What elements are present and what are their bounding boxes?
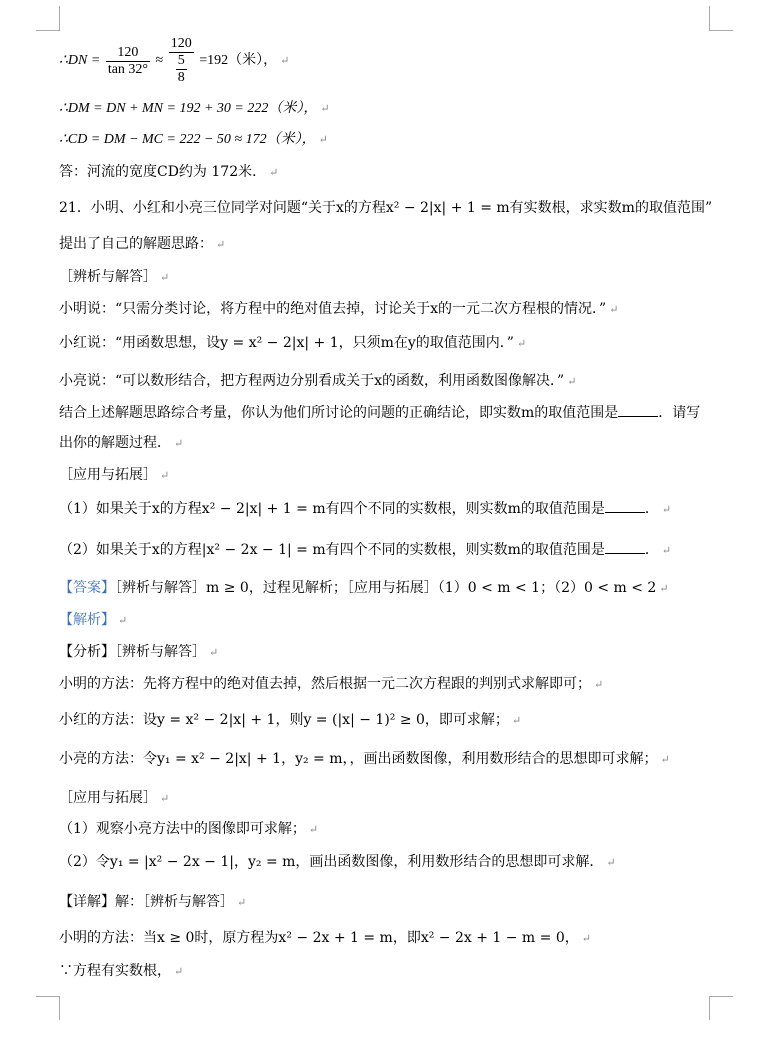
paragraph-mark: ↵: [511, 714, 522, 727]
fenxi-ming-text: 小明的方法：先将方程中的绝对值去掉，然后根据一元二次方程跟的判别式求解即可；: [59, 676, 591, 692]
part-1-text: （1）如果关于x的方程x² − 2|x| + 1 = m有四个不同的实数根，则实数m的取值范围是: [59, 501, 605, 517]
paragraph-mark: ↵: [594, 678, 604, 691]
xiaohong-text: 小红说：“用函数思想，设y = x² − 2|x| + 1，只须m在y的取值范围内．”: [59, 335, 514, 351]
section-yingyong-2: [59, 789, 169, 808]
dn-approx-sign: ≈: [155, 53, 164, 68]
paragraph-mark: ↵: [661, 544, 672, 557]
paragraph-mark: ↵: [174, 965, 184, 978]
section-bianxi: [59, 268, 169, 287]
part-2-end: ．: [644, 542, 659, 558]
paragraph-mark: ↵: [118, 614, 128, 627]
cd-text: ∴CD = DM − MC = 222 − 50 ≈ 172（米），: [59, 132, 316, 147]
xiaoliang-text: 小亮说：“可以数形结合，把方程两边分别看成关于x的函数，利用函数图像解决．”: [59, 373, 565, 389]
section-bianxi-heading: ［辨析与解答］: [59, 269, 157, 285]
combine-text-end: ．请写: [658, 405, 701, 421]
combine-line-2: [59, 434, 183, 453]
fenxi-hong-text: 小红的方法：设y = x² − 2|x| + 1，则y = (|x| − 1)² ≥ 0，即可求解；: [59, 712, 509, 728]
jiexi-label: 【解析】: [59, 612, 115, 628]
section-yingyong: [59, 466, 169, 485]
paragraph-mark: ↵: [237, 896, 247, 909]
fenxi-heading: 【分析】［辨析与解答］: [59, 644, 206, 660]
paragraph-mark: ↵: [660, 753, 670, 766]
answer-blank[interactable]: [605, 541, 645, 554]
dn-inner-numerator: 5: [177, 53, 185, 68]
xiangjie-heading: 【详解】解：［辨析与解答］: [59, 894, 234, 910]
xiaoming-line: [59, 300, 618, 319]
answer-text: 答：河流的宽度CD约为 172米．: [59, 164, 267, 180]
answer-summary-text: ［辨析与解答］m ≥ 0，过程见解析；［应用与拓展］（1）0 < m < 1；（2）0 < m < 2: [115, 580, 657, 596]
combine-text: 结合上述解题思路综合考量，你认为他们所讨论的问题的正确结论，即实数m的取值范围是: [59, 405, 619, 421]
paragraph-mark: ↵: [581, 932, 591, 945]
xiaoming-text: 小明说：“只需分类讨论，将方程中的绝对值去掉，讨论关于x的一元二次方程根的情况．”: [59, 301, 607, 317]
dm-text: ∴DM = DN + MN = 192 + 30 = 222（米），: [59, 101, 318, 116]
part-1-end: ．: [644, 501, 659, 517]
question-21-text: 21．小明、小红和小亮三位同学对问题“关于x的方程x² − 2|x| + 1 = m有实数根，求实数m的取值范围”: [59, 200, 713, 216]
xiangjie-ming-line: [59, 929, 591, 948]
question-21-line-1: [59, 199, 712, 217]
dn-fraction-1-denominator: tan 32°: [107, 61, 149, 77]
xiaohong-line: [59, 334, 526, 353]
dn-fraction-1-numerator: 120: [106, 45, 150, 62]
paragraph-mark: ↵: [160, 271, 170, 284]
fenxi-1-line: [59, 820, 318, 839]
dn-fraction-2: [169, 36, 194, 86]
dn-fraction-1: [106, 45, 150, 78]
question-21-line-2: [59, 235, 225, 254]
answer-line: [59, 163, 278, 182]
paragraph-mark: ↵: [160, 792, 170, 805]
dn-fraction-2-numerator: 120: [170, 36, 192, 51]
part-1-line: [59, 500, 671, 519]
fenxi-line: [59, 643, 218, 662]
dn-inner-denominator: 8: [177, 70, 185, 85]
paragraph-mark: ↵: [280, 55, 290, 67]
paragraph-mark: ↵: [308, 823, 319, 836]
paragraph-mark: ↵: [318, 134, 328, 146]
dn-result: =192（米），: [199, 53, 278, 68]
since-line: [59, 962, 183, 981]
paragraph-mark: ↵: [160, 469, 170, 482]
combine-continuation: 出你的解题过程．: [59, 435, 171, 451]
xiangjie-ming-text: 小明的方法：当x ≥ 0时，原方程为x² − 2x + 1 = m，即x² − 2x + 1 − m = 0，: [59, 930, 579, 946]
paragraph-mark: ↵: [606, 856, 616, 869]
combine-line-1: [59, 404, 700, 422]
section-yingyong-heading: ［应用与拓展］: [59, 467, 157, 483]
dn-prefix: ∴DN =: [59, 53, 101, 68]
since-text: ∵方程有实数根，: [59, 963, 171, 979]
answer-summary-line: [59, 579, 669, 598]
paragraph-mark: ↵: [174, 437, 184, 450]
cd-equation: [59, 131, 328, 149]
part-2-line: [59, 541, 671, 560]
paragraph-mark: ↵: [269, 166, 279, 179]
paragraph-mark: ↵: [320, 103, 330, 115]
answer-label: 【答案】: [59, 580, 115, 596]
section-yingyong-2-heading: ［应用与拓展］: [59, 790, 157, 806]
fenxi-2-line: [59, 853, 616, 872]
paragraph-mark: ↵: [567, 375, 577, 388]
fenxi-ming-line: [59, 675, 603, 694]
answer-blank[interactable]: [605, 500, 645, 513]
fenxi-liang-text: 小亮的方法：令y₁ = x² − 2|x| + 1，y₂ = m，，画出函数图像，利用数形结合的思想即可求解；: [59, 751, 658, 767]
paragraph-mark: ↵: [516, 337, 527, 350]
dm-equation: [59, 100, 330, 118]
dn-fraction-2-denominator: [169, 53, 194, 86]
xiaoliang-line: [59, 372, 576, 391]
paragraph-mark: ↵: [216, 238, 226, 251]
part-2-text: （2）如果关于x的方程|x² − 2x − 1| = m有四个不同的实数根，则实数m的取值范围是: [59, 542, 605, 558]
dn-equation: [59, 36, 289, 86]
fenxi-1-text: （1）观察小亮方法中的图像即可求解；: [59, 821, 306, 837]
fenxi-hong-line: [59, 711, 521, 730]
xiangjie-line: [59, 893, 246, 912]
paragraph-mark: ↵: [209, 646, 219, 659]
paragraph-mark: ↵: [659, 582, 669, 595]
question-21-continuation: 提出了自己的解题思路：: [59, 236, 213, 252]
jiexi-line: [59, 611, 127, 630]
fenxi-2-text: （2）令y₁ = |x² − 2x − 1|，y₂ = m，画出函数图像，利用数形结合的思想即可求解．: [59, 854, 604, 870]
paragraph-mark: ↵: [661, 503, 672, 516]
paragraph-mark: ↵: [609, 303, 619, 316]
fenxi-liang-line: [59, 750, 670, 769]
answer-blank[interactable]: [618, 404, 658, 417]
